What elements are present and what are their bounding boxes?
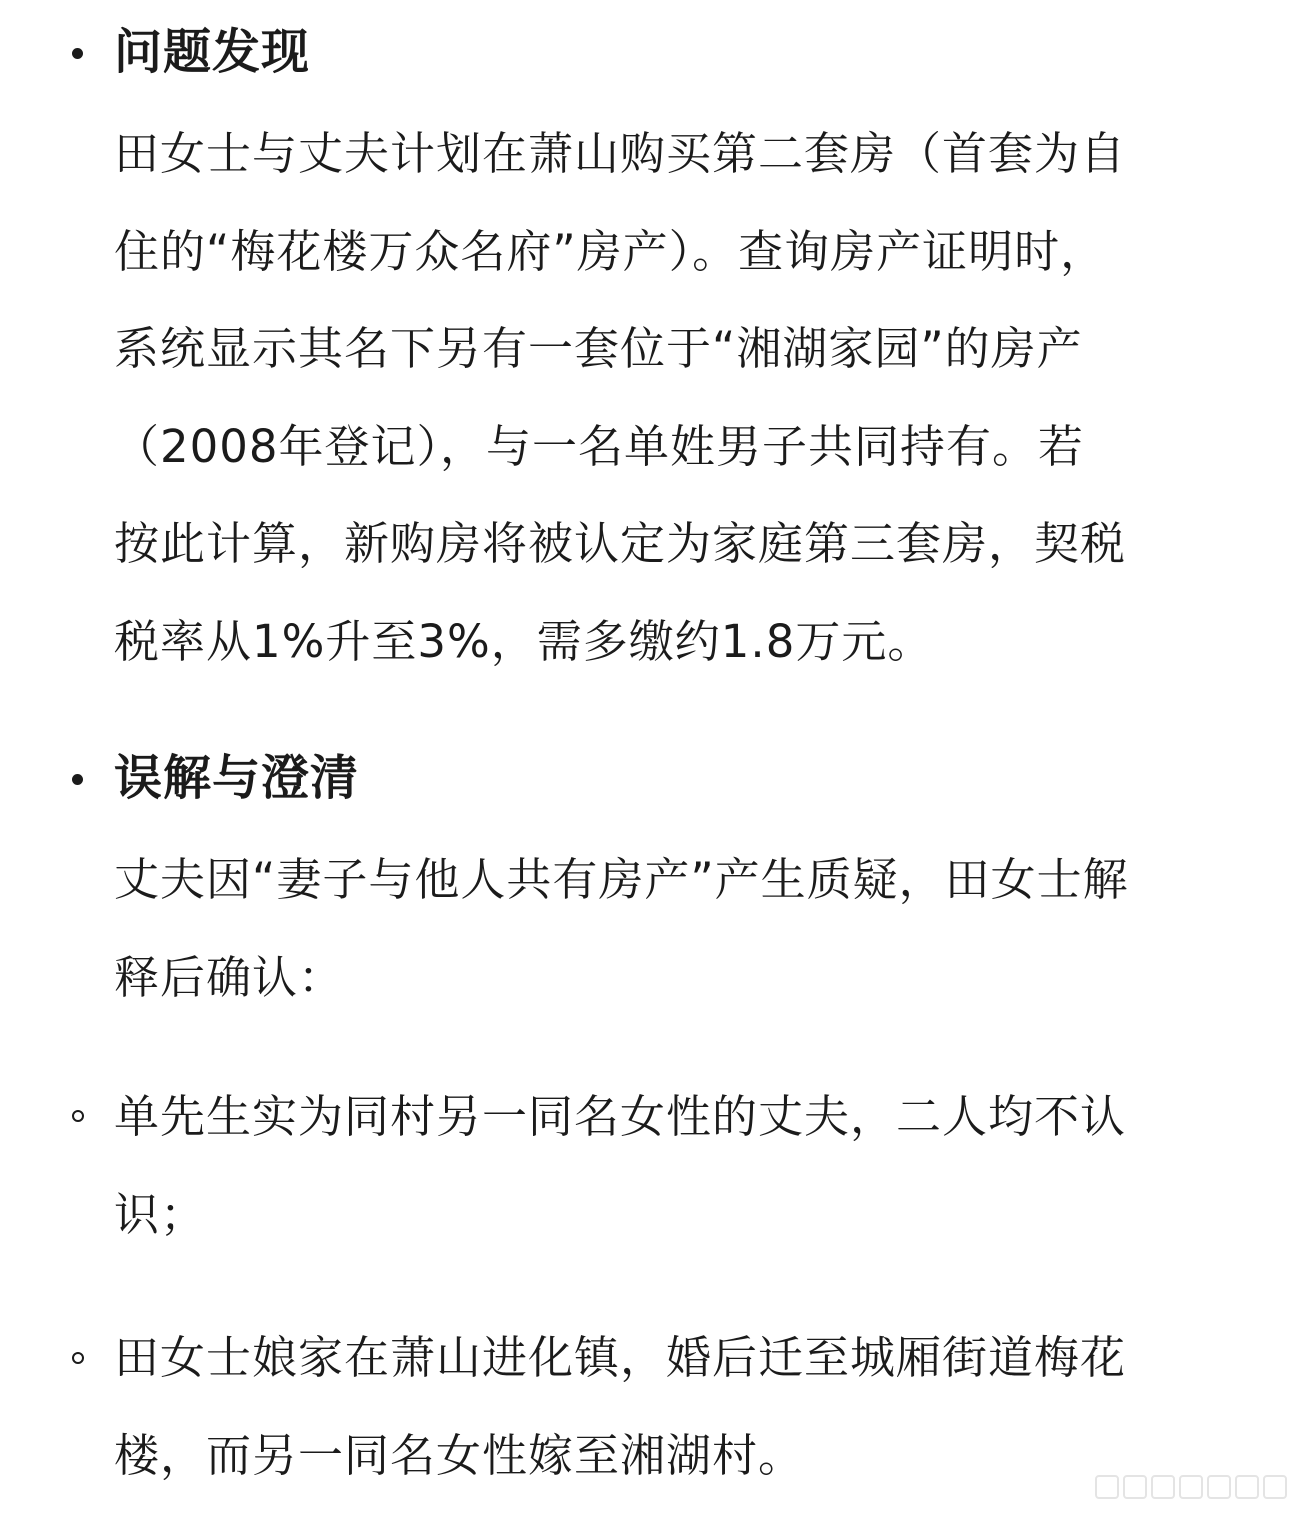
section-body-clarification — [114, 831, 1274, 1026]
text-line: 住的“梅花楼万众名府”房产）。查询房产证明时， — [114, 224, 1107, 278]
weibo-logo-watermark-icon — [1092, 1472, 1302, 1502]
text-line: 田女士娘家在萧山进化镇，婚后迁至城厢街道梅花 — [114, 1331, 1127, 1384]
section-heading-clarification: 误解与澄清 — [114, 750, 360, 806]
text-line: 丈夫因“妻子与他人共有房产”产生质疑，田女士解 — [114, 853, 1129, 906]
bullet-dot — [72, 774, 83, 785]
text-line: 按此计算，新购房将被认定为家庭第三套房，契税 — [114, 517, 1127, 570]
text-line: 释后确认： — [114, 950, 345, 1004]
sub-item-1 — [114, 1068, 1274, 1263]
section-heading-problem: 问题发现 — [114, 24, 311, 80]
text-line: 系统显示其名下另有一套位于“湘湖家园”的房产 — [114, 322, 1083, 375]
text-line: 识； — [114, 1187, 207, 1241]
sub-bullet-circle — [72, 1352, 84, 1364]
bullet-dot — [72, 48, 83, 59]
text-line: （2008年登记），与一名单姓男子共同持有。若 — [114, 419, 1085, 473]
sub-bullet-circle — [72, 1110, 84, 1122]
text-line: 税率从1%升至3%，需多缴约1.8万元。 — [114, 614, 934, 668]
text-line: 单先生实为同村另一同名女性的丈夫，二人均不认 — [114, 1090, 1127, 1143]
text-line: 田女士与丈夫计划在萧山购买第二套房（首套为自 — [114, 127, 1127, 180]
text-line: 楼，而另一同名女性嫁至湘湖村。 — [114, 1428, 805, 1482]
section-body-problem — [114, 105, 1274, 690]
